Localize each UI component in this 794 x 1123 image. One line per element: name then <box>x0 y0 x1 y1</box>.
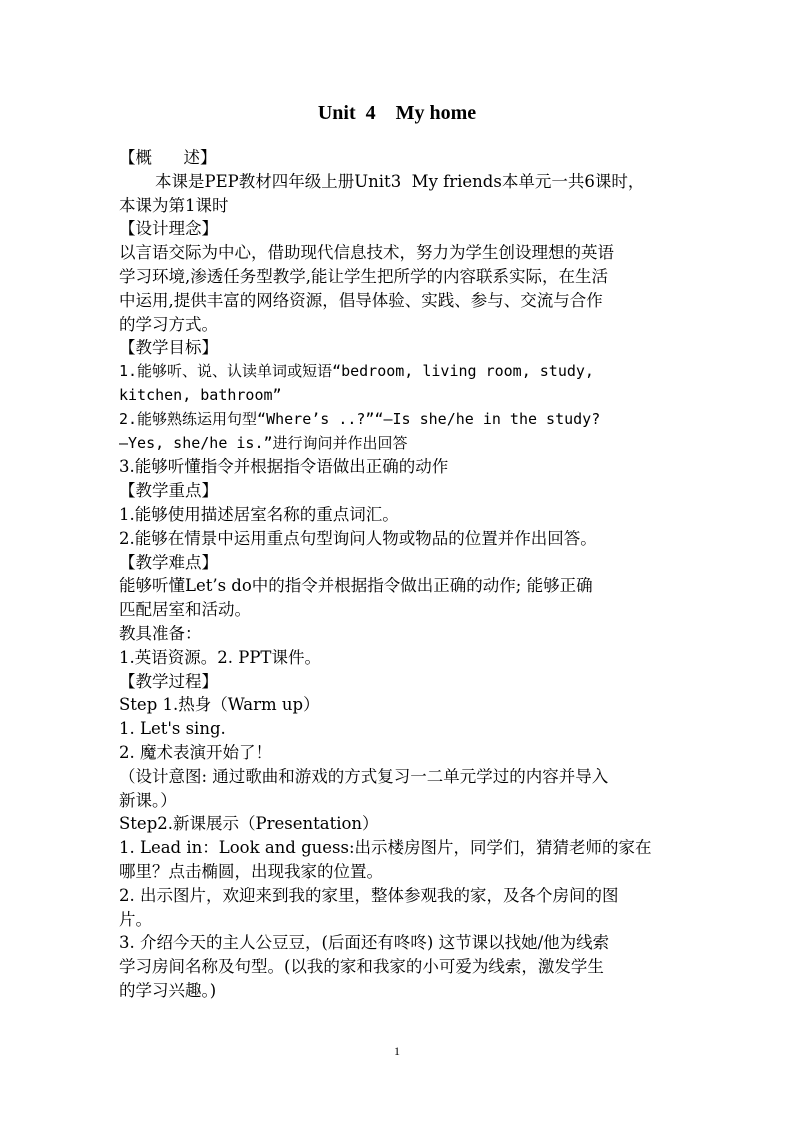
document-title: Unit 4 My home <box>317 102 477 124</box>
paragraph-line: 1.能够听、说、认读单词或短语“bedroom, living room, study, <box>119 362 594 381</box>
paragraph-line: 的学习方式。 <box>119 314 218 334</box>
paragraph-line: （设计意图: 通过歌曲和游戏的方式复习一二单元学过的内容并导入 <box>119 766 609 786</box>
paragraph-line: 能够听懂Let’s do中的指令并根据指令做出正确的动作; 能够正确 <box>119 576 593 596</box>
paragraph-line: 新课。） <box>119 790 177 810</box>
paragraph-line: 中运用,提供丰富的网络资源，倡导体验、实践、参与、交流与合作 <box>119 290 603 310</box>
paragraph-line: 学习房间名称及句型。(以我的家和我家的小可爱为线索，激发学生 <box>119 957 604 977</box>
paragraph-line: 2.能够熟练运用句型“Where’s ..?”“—Is she/he in the study? <box>119 409 601 428</box>
paragraph-line: —Yes, she/he is.”进行询问并作出回答 <box>119 433 408 452</box>
paragraph-line: 哪里？点击椭圆，出现我家的位置。 <box>119 861 383 881</box>
paragraph-line: 本课是PEP教材四年级上册Unit3 My friends本单元一共6课时， <box>155 171 645 191</box>
paragraph-line: 1.英语资源。2. PPT课件。 <box>119 647 321 667</box>
paragraph-line: Step 1.热身（Warm up） <box>119 695 320 715</box>
paragraph-line: 1.能够使用描述居室名称的重点词汇。 <box>119 504 399 524</box>
paragraph-line: 以言语交际为中心，借助现代信息技术，努力为学生创设理想的英语 <box>119 243 614 263</box>
section-heading-difficulties: 【教学难点】 <box>119 552 218 572</box>
page-number: 1 <box>394 1044 400 1058</box>
section-heading-teaching-process: 【教学过程】 <box>119 671 218 691</box>
section-heading-overview: 【概 述】 <box>119 148 217 167</box>
paragraph-line: Step2.新课展示（Presentation） <box>119 814 379 834</box>
paragraph-line: 学习环境,渗透任务型教学,能让学生把所学的内容联系实际，在生活 <box>119 266 608 286</box>
paragraph-line: 2.能够在情景中运用重点句型询问人物或物品的位置并作出回答。 <box>119 528 597 548</box>
paragraph-line: 2. 魔术表演开始了！ <box>119 742 272 762</box>
document-body <box>119 146 681 1003</box>
paragraph-line: 3. 介绍今天的主人公豆豆，(后面还有咚咚) 这节课以找她/他为线索 <box>119 933 610 953</box>
paragraph-line: 1. Lead in：Look and guess:出示楼房图片，同学们，猜猜老师的家在 <box>119 838 652 858</box>
paragraph-line: 教具准备： <box>119 623 202 643</box>
paragraph-line: 本课为第1课时 <box>119 195 229 215</box>
paragraph-line: 2. 出示图片，欢迎来到我的家里，整体参观我的家，及各个房间的图 <box>119 885 619 905</box>
section-heading-key-points: 【教学重点】 <box>119 481 218 501</box>
paragraph-line: kitchen, bathroom” <box>119 385 282 404</box>
section-heading-design-concept: 【设计理念】 <box>119 219 218 239</box>
paragraph-line: 3.能够听懂指令并根据指令语做出正确的动作 <box>119 457 449 477</box>
paragraph-line: 1. Let's sing. <box>119 719 226 739</box>
paragraph-line: 片。 <box>119 909 152 929</box>
section-heading-teaching-goals: 【教学目标】 <box>119 338 218 358</box>
paragraph-line: 的学习兴趣。) <box>119 980 217 1000</box>
paragraph-line: 匹配居室和活动。 <box>119 600 251 620</box>
